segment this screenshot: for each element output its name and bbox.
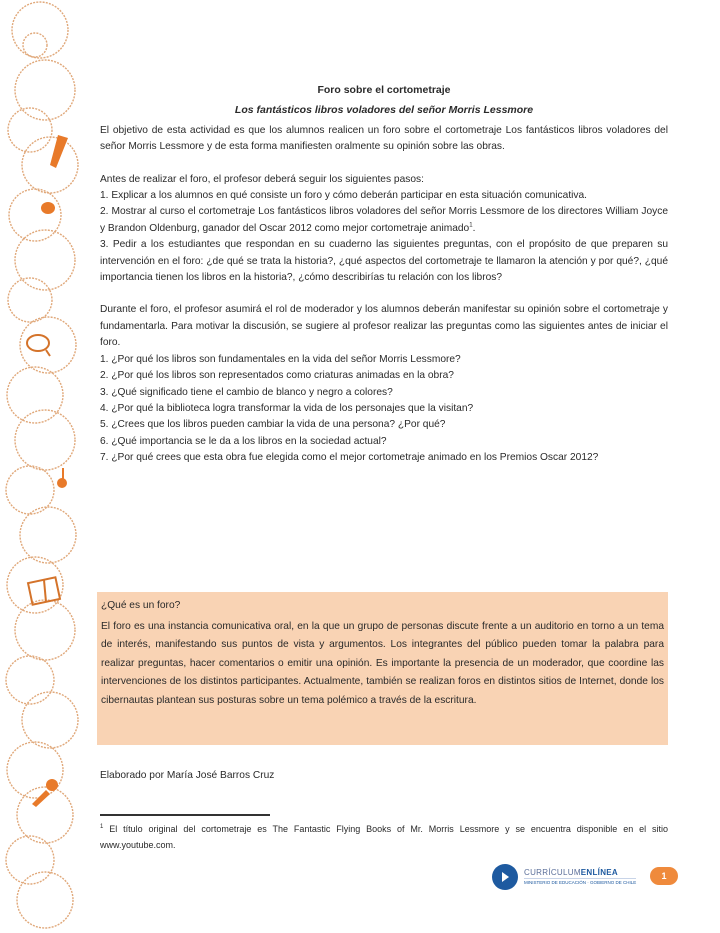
pen-icon: [50, 135, 68, 168]
author-credit: Elaborado por María José Barros Cruz: [100, 770, 275, 781]
question-item-7: 7. ¿Por qué crees que esta obra fue elegida como el mejor cortometraje animado en los Premios Oscar 2012?: [100, 452, 599, 464]
book-icon: [28, 577, 60, 604]
logo-text-a: CURRÍCULUM: [524, 868, 581, 877]
step-item-2: 2. Mostrar al curso el cortometraje Los fantásticos libros voladores del señor Morris Lessmore de los directores William Joyce y Brandon Oldenburg, ganador del Oscar 2012 como mejor cortometraje animado$^1$.: [100, 206, 668, 234]
microphone-icon: [32, 779, 58, 807]
step-item-1: 1. Explicar a los alumnos en qué consiste un foro y cómo deberán participar en esta situación comunicativa.: [100, 190, 588, 202]
info-box-body: El foro es una instancia comunicativa oral, en la que un grupo de personas discute frente a un auditorio en torno a un tema de interés, manifestando sus puntos de vista y argumentos. Los integrantes del público pueden tomar la palabra para realizar preguntas, hacer comentarios o emitir una opinión. Es importante la presencia de un moderador, que coordine las intervenciones de los distintos participantes. Actualmente, también se realizan foros en distintos sitios de Internet, donde los cibernautas plantean sus posturas sobre un tema polémico a través de la escritura.: [101, 620, 664, 706]
footnote-divider: [100, 814, 270, 816]
curriculum-en-linea-logo[interactable]: [492, 864, 636, 890]
info-box-question: ¿Qué es un foro?: [101, 600, 181, 611]
footnote-reference[interactable]: 1: [469, 222, 473, 229]
question-item-2: 2. ¿Por qué los libros son representados como criaturas animadas en la obra?: [100, 370, 454, 382]
info-box: [97, 592, 668, 745]
footnote-marker: 1: [100, 824, 104, 830]
paint-brush-icon: [41, 202, 55, 214]
during-forum-paragraph: Durante el foro, el profesor asumirá el rol de moderador y los alumnos deberán manifestar su opinión sobre el cortometraje y fundamentarla. Para motivar la discusión, se sugiere al profesor realizar las preguntas como las siguientes antes de iniciar el foro.: [100, 304, 668, 349]
document-subtitle: Los fantásticos libros voladores del señor Morris Lessmore: [234, 104, 534, 117]
question-item-5: 5. ¿Crees que los libros pueden cambiar la vida de una persona? ¿Por qué?: [100, 419, 446, 431]
question-item-6: 6. ¿Qué importancia se le da a los libros en la sociedad actual?: [100, 435, 387, 447]
question-item-4: 4. ¿Por qué la biblioteca logra transformar la vida de los personajes que la visitan?: [100, 402, 474, 414]
footnote: [100, 821, 668, 853]
document-body: [100, 82, 668, 467]
music-note-icon: [57, 468, 67, 488]
logo-subtitle: MINISTERIO DE EDUCACIÓN · GOBIERNO DE CHILE: [524, 880, 637, 885]
question-item-3: 3. ¿Qué significado tiene el cambio de blanco y negro a colores?: [100, 386, 393, 398]
step-item-3: 3. Pedir a los estudiantes que respondan en su cuaderno las siguientes preguntas, con el propósito de que preparen su intervención en el foro: ¿de qué se trata la historia?, ¿qué aspectos del cortometraje te llamaron la atención y por qué?, ¿qué importancia tienen los libros en la historia?, ¿cómo describirías tu relación con los libros?: [100, 239, 668, 284]
question-item-1: 1. ¿Por qué los libros son fundamentales en la vida del señor Morris Lessmore?: [100, 353, 461, 365]
intro-paragraph: El objetivo de esta actividad es que los alumnos realicen un foro sobre el cortometraje Los fantásticos libros voladores del señor Morris Lessmore y de esta forma manifiesten oralmente su opinión sobre las obras.: [100, 124, 668, 153]
page-number-badge: 1: [650, 867, 678, 885]
steps-intro: Antes de realizar el foro, el profesor deberá seguir los siguientes pasos:: [100, 173, 424, 185]
logo-text-b: ENLÍNEA: [580, 868, 618, 877]
magnifier-icon: [27, 335, 50, 356]
document-title: Foro sobre el cortometraje: [317, 84, 451, 96]
footnote-text: El título original del cortometraje es The Fantastic Flying Books of Mr. Morris Lessmore y se encuentra disponible en el sitio www.youtube.com.: [100, 824, 668, 850]
play-icon: [492, 864, 518, 890]
decorative-swirl-border: [0, 0, 95, 933]
